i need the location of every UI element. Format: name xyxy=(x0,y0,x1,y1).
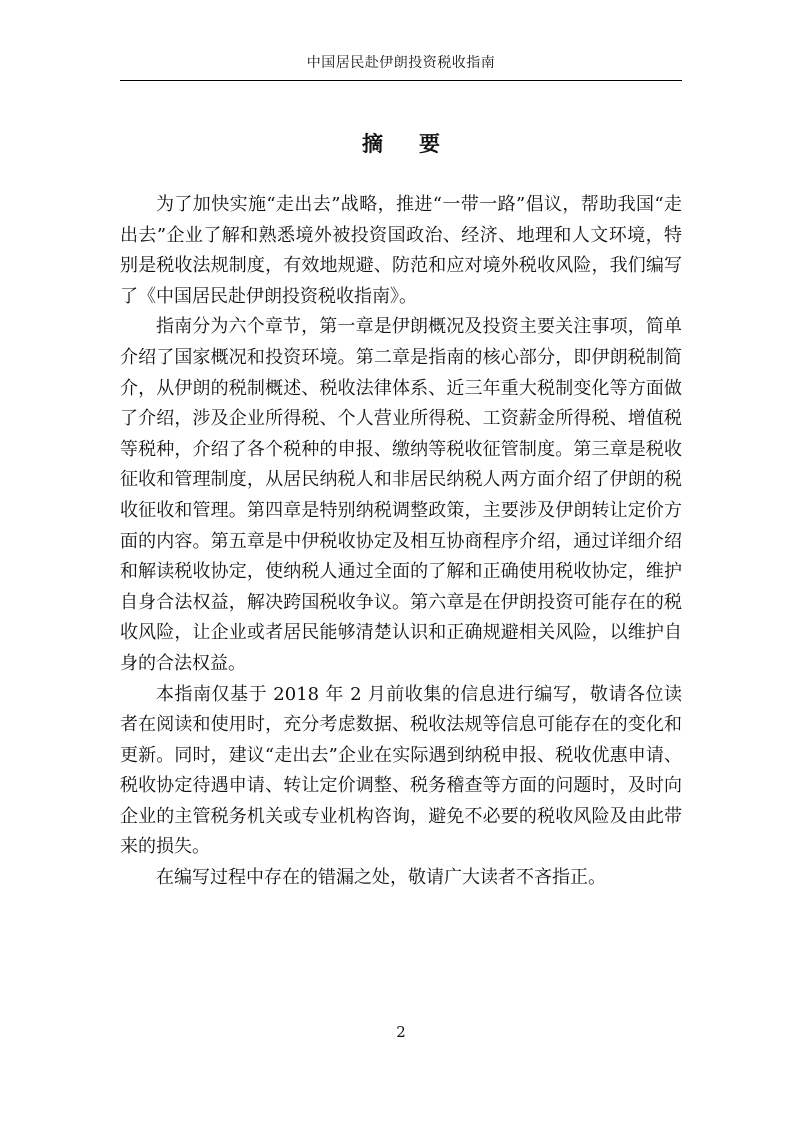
running-header: 中国居民赴伊朗投资税收指南 xyxy=(306,55,496,71)
section-title xyxy=(120,128,682,158)
header-divider xyxy=(120,80,682,81)
paragraph-purpose: 为了加快实施“走出去”战略，推进“一带一路”倡议，帮助我国“走出去”企业了解和熟悉境外被投资国政治、经济、地理和人文环境，特别是税收法规制度，有效地规避、防范和应对境外税收风险，我们编写了《中国居民赴伊朗投资税收指南》。 xyxy=(120,194,682,307)
section-title-char-2: 要 xyxy=(419,131,440,156)
section-title-char-1: 摘 xyxy=(362,131,383,156)
paragraph-chapters: 指南分为六个章节，第一章是伊朗概况及投资主要关注事项，简单介绍了国家概况和投资环境。第二章是指南的核心部分，即伊朗税制简介，从伊朗的税制概述、税收法律体系、近三年重大税制变化等方面做了介绍，涉及企业所得税、个人营业所得税、工资薪金所得税、增值税等税种，介绍了各个税种的申报、缴纳等税收征管制度。第三章是税收征收和管理制度，从居民纳税人和非居民纳税人两方面介绍了伊朗的税收征收和管理。第四章是特别纳税调整政策，主要涉及伊朗转让定价方面的内容。第五章是中伊税收协定及相互协商程序介绍，通过详细介绍和解读税收协定，使纳税人通过全面的了解和正确使用税收协定，维护自身合法权益，解决跨国税收争议。第六章是在伊朗投资可能存在的税收风险，让企业或者居民能够清楚认识和正确规避相关风险，以维护自身的合法权益。 xyxy=(120,316,682,674)
paragraph-closing: 在编写过程中存在的错漏之处，敬请广大读者不吝指正。 xyxy=(156,867,606,889)
page-number: 2 xyxy=(396,1023,406,1041)
abstract-body xyxy=(120,190,682,894)
paragraph-disclaimer: 本指南仅基于 2018 年 2 月前收集的信息进行编写，敬请各位读者在阅读和使用时，充分考虑数据、税收法规等信息可能存在的变化和更新。同时，建议“走出去”企业在实际遇到纳税申报、税收优惠申请、税收协定待遇申请、转让定价调整、税务稽查等方面的问题时，及时向企业的主管税务机关或专业机构咨询，避免不必要的税收风险及由此带来的损失。 xyxy=(120,683,682,858)
